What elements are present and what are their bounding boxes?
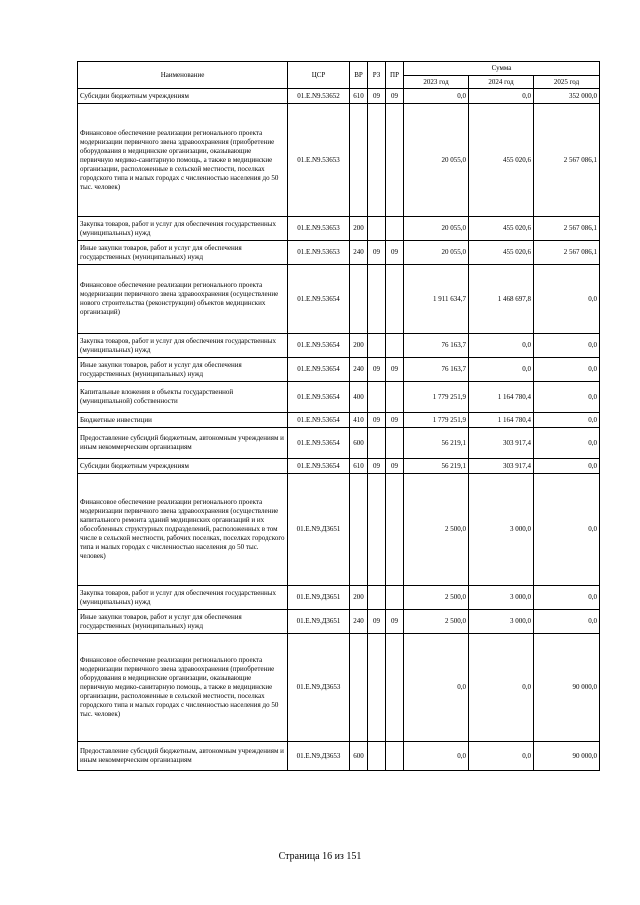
row-amount-2025: 352 000,0 <box>534 89 600 104</box>
table-row <box>78 586 600 610</box>
row-amount-2023: 2 500,0 <box>404 586 469 610</box>
row-vr: 410 <box>350 413 368 428</box>
row-rz <box>368 265 386 334</box>
budget-table <box>77 61 600 771</box>
row-vr: 400 <box>350 382 368 413</box>
row-csr: 01.Е.N9.53653 <box>288 241 350 265</box>
row-amount-2023: 76 163,7 <box>404 334 469 358</box>
row-vr <box>350 104 368 217</box>
row-amount-2025: 0,0 <box>534 413 600 428</box>
table-row <box>78 610 600 634</box>
row-amount-2024: 0,0 <box>469 634 534 742</box>
row-amount-2024: 1 164 780,4 <box>469 382 534 413</box>
row-amount-2023: 56 219,1 <box>404 459 469 474</box>
row-amount-2024: 303 917,4 <box>469 459 534 474</box>
row-rz <box>368 104 386 217</box>
header-vr: ВР <box>350 62 368 89</box>
row-pr <box>386 474 404 586</box>
row-pr <box>386 382 404 413</box>
row-name: Иные закупки товаров, работ и услуг для обеспечения государственных (муниципальных) нужд <box>78 610 288 634</box>
header-year-2023: 2023 год <box>404 76 469 89</box>
header-rz: РЗ <box>368 62 386 89</box>
row-amount-2023: 1 779 251,9 <box>404 382 469 413</box>
header-year-2024: 2024 год <box>469 76 534 89</box>
row-pr: 09 <box>386 89 404 104</box>
row-amount-2024: 0,0 <box>469 742 534 771</box>
table-row <box>78 742 600 771</box>
table-row <box>78 634 600 742</box>
row-amount-2024: 303 917,4 <box>469 428 534 459</box>
row-amount-2025: 0,0 <box>534 586 600 610</box>
row-rz <box>368 217 386 241</box>
row-amount-2025: 90 000,0 <box>534 634 600 742</box>
table-row <box>78 241 600 265</box>
row-csr: 01.Е.N9.53654 <box>288 428 350 459</box>
row-pr <box>386 742 404 771</box>
row-name: Финансовое обеспечение реализации регионального проекта модернизации первичного звена здравоохранения (приобретение оборудования в медицинские организации, оказывающие первичную медико-санитарную помощь, а также в медицинские организации, расположенные в сельской местности, поселках городского типа и малых городах с численностью населения до 50 тыс. человек) <box>78 634 288 742</box>
row-pr: 09 <box>386 358 404 382</box>
row-vr: 600 <box>350 742 368 771</box>
row-csr: 01.Е.N9.53654 <box>288 459 350 474</box>
row-amount-2024: 3 000,0 <box>469 474 534 586</box>
row-vr: 610 <box>350 459 368 474</box>
row-pr <box>386 265 404 334</box>
row-csr: 01.Е.N9.53654 <box>288 334 350 358</box>
row-amount-2023: 2 500,0 <box>404 474 469 586</box>
row-csr: 01.Е.N9.53654 <box>288 358 350 382</box>
row-pr <box>386 104 404 217</box>
row-pr <box>386 634 404 742</box>
row-vr <box>350 474 368 586</box>
row-amount-2025: 2 567 086,1 <box>534 217 600 241</box>
row-rz: 09 <box>368 358 386 382</box>
row-amount-2023: 0,0 <box>404 634 469 742</box>
row-rz <box>368 586 386 610</box>
row-rz <box>368 474 386 586</box>
row-amount-2024: 1 468 697,8 <box>469 265 534 334</box>
table-row <box>78 265 600 334</box>
row-amount-2024: 0,0 <box>469 358 534 382</box>
table-row <box>78 217 600 241</box>
row-pr: 09 <box>386 241 404 265</box>
row-name: Иные закупки товаров, работ и услуг для обеспечения государственных (муниципальных) нужд <box>78 358 288 382</box>
row-rz <box>368 634 386 742</box>
row-pr <box>386 334 404 358</box>
table-body <box>78 89 600 771</box>
row-amount-2023: 56 219,1 <box>404 428 469 459</box>
table-row <box>78 382 600 413</box>
row-csr: 01.Е.N9.53654 <box>288 413 350 428</box>
row-amount-2023: 0,0 <box>404 89 469 104</box>
row-amount-2024: 3 000,0 <box>469 610 534 634</box>
row-csr: 01.Е.N9.Д3651 <box>288 586 350 610</box>
row-vr: 240 <box>350 610 368 634</box>
row-vr: 600 <box>350 428 368 459</box>
row-amount-2024: 0,0 <box>469 89 534 104</box>
row-amount-2025: 90 000,0 <box>534 742 600 771</box>
row-csr: 01.Е.N9.53654 <box>288 265 350 334</box>
row-amount-2025: 2 567 086,1 <box>534 241 600 265</box>
row-name: Финансовое обеспечение реализации регионального проекта модернизации первичного звена здравоохранения (осуществление нового строительства (реконструкции) объектов медицинских организаций) <box>78 265 288 334</box>
row-rz <box>368 428 386 459</box>
row-amount-2024: 3 000,0 <box>469 586 534 610</box>
row-rz: 09 <box>368 610 386 634</box>
header-name: Наименование <box>78 62 288 89</box>
row-pr <box>386 428 404 459</box>
row-vr <box>350 634 368 742</box>
row-name: Финансовое обеспечение реализации регионального проекта модернизации первичного звена здравоохранения (осуществление капитального ремонта зданий медицинских организаций и их обособленных структурных подразделений, расположенных в том числе в сельской местности, рабочих поселках, поселках городского типа и малых городах с численностью населения до 50 тыс. человек) <box>78 474 288 586</box>
row-amount-2025: 0,0 <box>534 459 600 474</box>
header-sum: Сумма <box>404 62 600 76</box>
row-rz <box>368 382 386 413</box>
row-csr: 01.Е.N9.Д3651 <box>288 610 350 634</box>
page-number: Страница 16 из 151 <box>278 851 362 862</box>
row-rz <box>368 742 386 771</box>
row-vr: 240 <box>350 241 368 265</box>
row-amount-2023: 2 500,0 <box>404 610 469 634</box>
row-amount-2024: 1 164 780,4 <box>469 413 534 428</box>
row-rz <box>368 334 386 358</box>
row-pr <box>386 586 404 610</box>
row-pr: 09 <box>386 610 404 634</box>
row-amount-2023: 20 055,0 <box>404 104 469 217</box>
row-amount-2025: 0,0 <box>534 265 600 334</box>
row-name: Субсидии бюджетным учреждениям <box>78 89 288 104</box>
header-pr: ПР <box>386 62 404 89</box>
table-row <box>78 89 600 104</box>
row-amount-2023: 1 779 251,9 <box>404 413 469 428</box>
row-pr: 09 <box>386 459 404 474</box>
row-amount-2024: 455 020,6 <box>469 241 534 265</box>
row-amount-2025: 0,0 <box>534 428 600 459</box>
row-name: Субсидии бюджетным учреждениям <box>78 459 288 474</box>
row-name: Закупка товаров, работ и услуг для обеспечения государственных (муниципальных) нужд <box>78 586 288 610</box>
table-row <box>78 474 600 586</box>
row-amount-2024: 0,0 <box>469 334 534 358</box>
row-vr: 200 <box>350 334 368 358</box>
row-amount-2025: 2 567 086,1 <box>534 104 600 217</box>
row-vr: 240 <box>350 358 368 382</box>
row-csr: 01.Е.N9.Д3653 <box>288 742 350 771</box>
row-name: Иные закупки товаров, работ и услуг для обеспечения государственных (муниципальных) нужд <box>78 241 288 265</box>
row-amount-2025: 0,0 <box>534 382 600 413</box>
row-csr: 01.Е.N9.Д3653 <box>288 634 350 742</box>
table-row <box>78 428 600 459</box>
row-amount-2023: 76 163,7 <box>404 358 469 382</box>
table-row <box>78 334 600 358</box>
row-csr: 01.Е.N9.53652 <box>288 89 350 104</box>
row-name: Финансовое обеспечение реализации регионального проекта модернизации первичного звена здравоохранения (приобретение оборудования в медицинские организации, оказывающие первичную медико-санитарную помощь, а также в медицинские организации, расположенные в сельской местности, поселках городского типа и малых городах с численностью населения до 50 тыс. человек) <box>78 104 288 217</box>
row-amount-2024: 455 020,6 <box>469 217 534 241</box>
header-csr: ЦСР <box>288 62 350 89</box>
row-amount-2023: 20 055,0 <box>404 217 469 241</box>
row-amount-2024: 455 020,6 <box>469 104 534 217</box>
row-amount-2025: 0,0 <box>534 358 600 382</box>
row-rz: 09 <box>368 413 386 428</box>
row-amount-2025: 0,0 <box>534 610 600 634</box>
row-pr <box>386 217 404 241</box>
row-csr: 01.Е.N9.Д3651 <box>288 474 350 586</box>
row-amount-2023: 0,0 <box>404 742 469 771</box>
row-vr <box>350 265 368 334</box>
row-name: Предоставление субсидий бюджетным, автономным учреждениям и иным некоммерческим организациям <box>78 742 288 771</box>
row-csr: 01.Е.N9.53653 <box>288 217 350 241</box>
row-amount-2023: 20 055,0 <box>404 241 469 265</box>
table-row <box>78 104 600 217</box>
table-row <box>78 459 600 474</box>
row-amount-2025: 0,0 <box>534 474 600 586</box>
row-rz: 09 <box>368 89 386 104</box>
row-vr: 200 <box>350 217 368 241</box>
row-amount-2023: 1 911 634,7 <box>404 265 469 334</box>
row-name: Бюджетные инвестиции <box>78 413 288 428</box>
row-name: Предоставление субсидий бюджетным, автономным учреждениям и иным некоммерческим организациям <box>78 428 288 459</box>
row-vr: 200 <box>350 586 368 610</box>
row-name: Закупка товаров, работ и услуг для обеспечения государственных (муниципальных) нужд <box>78 334 288 358</box>
row-csr: 01.Е.N9.53653 <box>288 104 350 217</box>
row-name: Закупка товаров, работ и услуг для обеспечения государственных (муниципальных) нужд <box>78 217 288 241</box>
row-amount-2025: 0,0 <box>534 334 600 358</box>
row-csr: 01.Е.N9.53654 <box>288 382 350 413</box>
table-row <box>78 358 600 382</box>
row-rz: 09 <box>368 241 386 265</box>
table-row <box>78 413 600 428</box>
row-rz: 09 <box>368 459 386 474</box>
row-vr: 610 <box>350 89 368 104</box>
row-pr: 09 <box>386 413 404 428</box>
header-year-2025: 2025 год <box>534 76 600 89</box>
row-name: Капитальные вложения в объекты государственной (муниципальной) собственности <box>78 382 288 413</box>
